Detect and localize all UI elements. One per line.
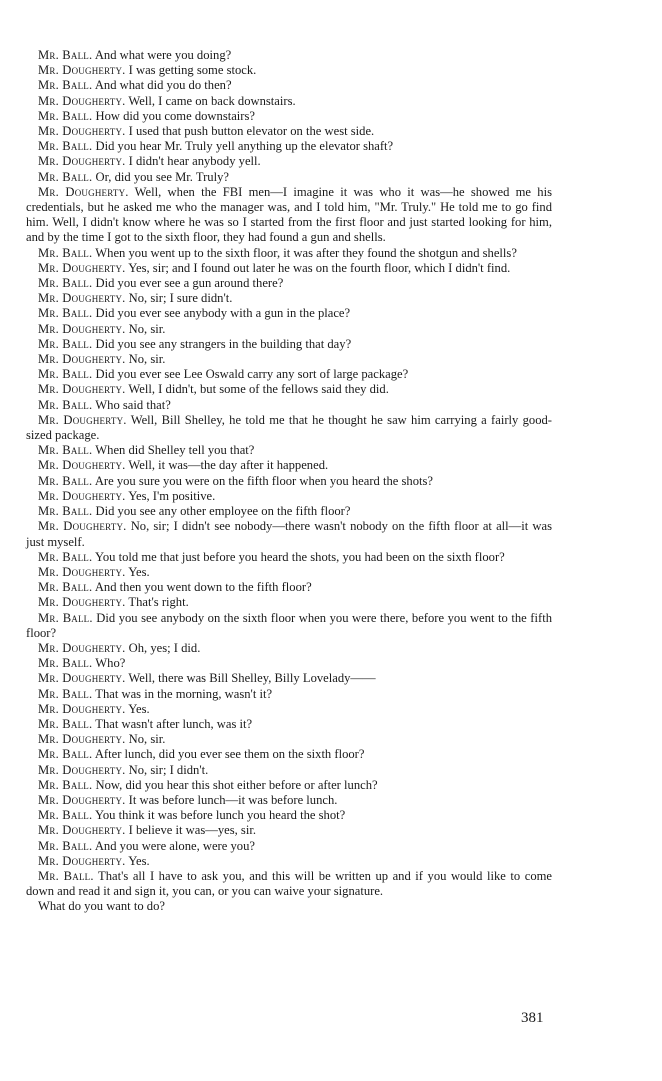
speaker-label: Mr. Dougherty.: [38, 321, 126, 336]
transcript-paragraph: [26, 48, 552, 63]
speaker-label: Mr. Dougherty.: [38, 124, 126, 139]
speaker-label: Mr. Ball.: [38, 306, 93, 321]
utterance-text: And what were you doing?: [94, 48, 232, 62]
transcript-paragraph: [26, 611, 552, 641]
transcript-paragraph: [26, 124, 552, 139]
transcript-paragraph: [26, 687, 552, 702]
transcript-paragraph: [26, 337, 552, 352]
transcript-paragraph: [26, 808, 552, 823]
speaker-label: Mr. Ball.: [38, 777, 93, 792]
utterance-text: I didn't hear anybody yell.: [128, 154, 261, 169]
utterance-text: Or, did you see Mr. Truly?: [95, 169, 229, 184]
utterance-text: Well, there was Bill Shelley, Billy Lovelady——: [128, 671, 376, 686]
utterance-text: You think it was before lunch you heard the shot?: [95, 808, 346, 823]
utterance-text: That's all I have to ask you, and this will be written up and if you would like to come down and read it and sign it, you can, or you can waive your signature.: [26, 868, 552, 899]
transcript-paragraph: [26, 489, 552, 504]
utterance-text: That's right.: [128, 595, 189, 610]
transcript-paragraph: [26, 443, 552, 458]
speaker-label: Mr. Ball.: [38, 610, 93, 625]
utterance-text: I believe it was—yes, sir.: [128, 823, 256, 838]
speaker-label: Mr. Ball.: [38, 367, 93, 382]
speaker-label: Mr. Dougherty.: [38, 640, 126, 655]
speaker-label: Mr. Dougherty.: [38, 595, 126, 610]
speaker-label: Mr. Dougherty.: [38, 154, 126, 169]
speaker-label: Mr. Dougherty.: [38, 260, 126, 275]
speaker-label: Mr. Dougherty.: [38, 184, 129, 199]
transcript-paragraph: [26, 352, 552, 367]
utterance-text: It was before lunch—it was before lunch.: [128, 792, 338, 807]
transcript-paragraph: [26, 869, 552, 899]
utterance-text: How did you come downstairs?: [95, 108, 255, 123]
utterance-text: No, sir.: [128, 732, 166, 747]
speaker-label: Mr. Ball.: [38, 78, 93, 93]
utterance-text: When did Shelley tell you that?: [95, 443, 255, 458]
speaker-label: Mr. Ball.: [38, 747, 93, 762]
utterance-text: No, sir; I didn't see nobody—there wasn't nobody on the fifth floor at all—it was just myself.: [26, 519, 552, 549]
utterance-text: Did you ever see a gun around there?: [95, 276, 284, 291]
transcript-paragraph: [26, 899, 552, 914]
speaker-label: Mr. Dougherty.: [38, 291, 126, 306]
transcript-paragraph: [26, 261, 552, 276]
transcript-body: [26, 48, 552, 915]
utterance-text: And then you went down to the fifth floor?: [94, 580, 312, 595]
speaker-label: Mr. Ball.: [38, 549, 93, 564]
transcript-paragraph: [26, 306, 552, 321]
speaker-label: Mr. Ball.: [38, 868, 94, 883]
transcript-paragraph: [26, 823, 552, 838]
utterance-text: Did you ever see anybody with a gun in the place?: [95, 306, 351, 321]
transcript-paragraph: [26, 504, 552, 519]
speaker-label: Mr. Dougherty.: [38, 352, 126, 367]
utterance-text: What do you want to do?: [38, 899, 165, 914]
utterance-text: Did you see anybody on the sixth floor when you were there, before you went to the fifth floor?: [26, 610, 552, 640]
transcript-paragraph: [26, 109, 552, 124]
transcript-paragraph: [26, 382, 552, 397]
utterance-text: Did you see any other employee on the fifth floor?: [95, 504, 351, 519]
transcript-paragraph: [26, 458, 552, 473]
transcript-paragraph: [26, 717, 552, 732]
utterance-text: No, sir; I didn't.: [128, 762, 209, 777]
utterance-text: That was in the morning, wasn't it?: [95, 686, 273, 701]
utterance-text: Did you ever see Lee Oswald carry any sort of large package?: [95, 367, 409, 382]
transcript-paragraph: [26, 656, 552, 671]
transcript-paragraph: [26, 595, 552, 610]
transcript-paragraph: [26, 154, 552, 169]
utterance-text: And what did you do then?: [94, 78, 232, 93]
transcript-paragraph: [26, 291, 552, 306]
utterance-text: That wasn't after lunch, was it?: [95, 716, 253, 731]
utterance-text: Did you hear Mr. Truly yell anything up the elevator shaft?: [95, 139, 394, 154]
speaker-label: Mr. Dougherty.: [38, 63, 126, 78]
speaker-label: Mr. Dougherty.: [38, 853, 126, 868]
speaker-label: Mr. Ball.: [38, 169, 93, 184]
utterance-text: You told me that just before you heard the shots, you had been on the sixth floor?: [95, 549, 505, 564]
utterance-text: Well, when the FBI men—I imagine it was who it was—he showed me his credentials, but he asked me who the manager was, and I told him, "Mr. Truly." He told me to go find him. Well, I didn't know where he was so I started from the first floor and just started looking for him, and by the time I got to the sixth floor, they had found a gun and shells.: [26, 184, 552, 245]
utterance-text: When you went up to the sixth floor, it was after they found the shotgun and shells?: [95, 245, 517, 260]
speaker-label: Mr. Ball.: [38, 48, 93, 62]
transcript-paragraph: [26, 170, 552, 185]
speaker-label: Mr. Dougherty.: [38, 519, 127, 534]
utterance-text: Who?: [95, 656, 126, 671]
transcript-paragraph: [26, 474, 552, 489]
speaker-label: Mr. Dougherty.: [38, 458, 126, 473]
transcript-paragraph: [26, 565, 552, 580]
speaker-label: Mr. Ball.: [38, 504, 93, 519]
speaker-label: Mr. Dougherty.: [38, 701, 126, 716]
utterance-text: I was getting some stock.: [128, 63, 257, 78]
speaker-label: Mr. Ball.: [38, 245, 93, 260]
transcript-paragraph: [26, 367, 552, 382]
transcript-paragraph: [26, 413, 552, 443]
speaker-label: Mr. Dougherty.: [38, 488, 126, 503]
transcript-paragraph: [26, 78, 552, 93]
transcript-paragraph: [26, 276, 552, 291]
speaker-label: Mr. Dougherty.: [38, 412, 127, 427]
utterance-text: After lunch, did you ever see them on the sixth floor?: [94, 747, 365, 762]
utterance-text: Yes.: [128, 564, 150, 579]
speaker-label: Mr. Dougherty.: [38, 792, 126, 807]
speaker-label: Mr. Ball.: [38, 808, 93, 823]
transcript-paragraph: [26, 839, 552, 854]
speaker-label: Mr. Ball.: [38, 686, 93, 701]
utterance-text: Well, I came on back downstairs.: [128, 93, 296, 108]
transcript-paragraph: [26, 793, 552, 808]
utterance-text: Well, I didn't, but some of the fellows said they did.: [128, 382, 389, 397]
transcript-paragraph: [26, 550, 552, 565]
utterance-text: Did you see any strangers in the building that day?: [95, 336, 352, 351]
speaker-label: Mr. Ball.: [38, 656, 93, 671]
transcript-paragraph: [26, 139, 552, 154]
transcript-paragraph: [26, 94, 552, 109]
transcript-paragraph: [26, 398, 552, 413]
utterance-text: Now, did you hear this shot either before or after lunch?: [95, 777, 378, 792]
utterance-text: Well, Bill Shelley, he told me that he thought he saw him carrying a fairly good-sized package.: [26, 412, 552, 443]
transcript-paragraph: [26, 641, 552, 656]
utterance-text: Who said that?: [95, 397, 171, 412]
utterance-text: Are you sure you were on the fifth floor when you heard the shots?: [94, 473, 433, 488]
transcript-paragraph: [26, 322, 552, 337]
utterance-text: And you were alone, were you?: [94, 838, 255, 853]
transcript-paragraph: [26, 854, 552, 869]
utterance-text: No, sir.: [128, 321, 166, 336]
utterance-text: Yes, I'm positive.: [128, 488, 216, 503]
utterance-text: Yes, sir; and I found out later he was on the fourth floor, which I didn't find.: [128, 260, 511, 275]
transcript-paragraph: [26, 580, 552, 595]
transcript-paragraph: [26, 185, 552, 246]
speaker-label: Mr. Ball.: [38, 838, 93, 853]
utterance-text: Yes.: [128, 853, 150, 868]
speaker-label: Mr. Dougherty.: [38, 762, 126, 777]
transcript-paragraph: [26, 702, 552, 717]
transcript-paragraph: [26, 519, 552, 549]
transcript-paragraph: [26, 732, 552, 747]
speaker-label: Mr. Dougherty.: [38, 671, 126, 686]
speaker-label: Mr. Ball.: [38, 336, 93, 351]
speaker-label: Mr. Ball.: [38, 473, 93, 488]
speaker-label: Mr. Ball.: [38, 580, 93, 595]
transcript-paragraph: [26, 246, 552, 261]
utterance-text: Oh, yes; I did.: [128, 640, 201, 655]
transcript-paragraph: [26, 763, 552, 778]
transcript-paragraph: [26, 778, 552, 793]
speaker-label: Mr. Ball.: [38, 716, 93, 731]
speaker-label: Mr. Dougherty.: [38, 93, 126, 108]
speaker-label: Mr. Dougherty.: [38, 732, 126, 747]
transcript-paragraph: [26, 671, 552, 686]
page-number: 381: [521, 1010, 544, 1026]
utterance-text: I used that push button elevator on the west side.: [128, 124, 375, 139]
speaker-label: Mr. Dougherty.: [38, 382, 126, 397]
utterance-text: No, sir.: [128, 352, 166, 367]
speaker-label: Mr. Dougherty.: [38, 564, 126, 579]
speaker-label: Mr. Ball.: [38, 397, 93, 412]
transcript-paragraph: [26, 63, 552, 78]
speaker-label: Mr. Ball.: [38, 276, 93, 291]
transcript-paragraph: [26, 747, 552, 762]
speaker-label: Mr. Ball.: [38, 443, 93, 458]
utterance-text: No, sir; I sure didn't.: [128, 291, 233, 306]
utterance-text: Well, it was—the day after it happened.: [128, 458, 329, 473]
speaker-label: Mr. Ball.: [38, 139, 93, 154]
speaker-label: Mr. Dougherty.: [38, 823, 126, 838]
speaker-label: Mr. Ball.: [38, 108, 93, 123]
utterance-text: Yes.: [128, 701, 150, 716]
